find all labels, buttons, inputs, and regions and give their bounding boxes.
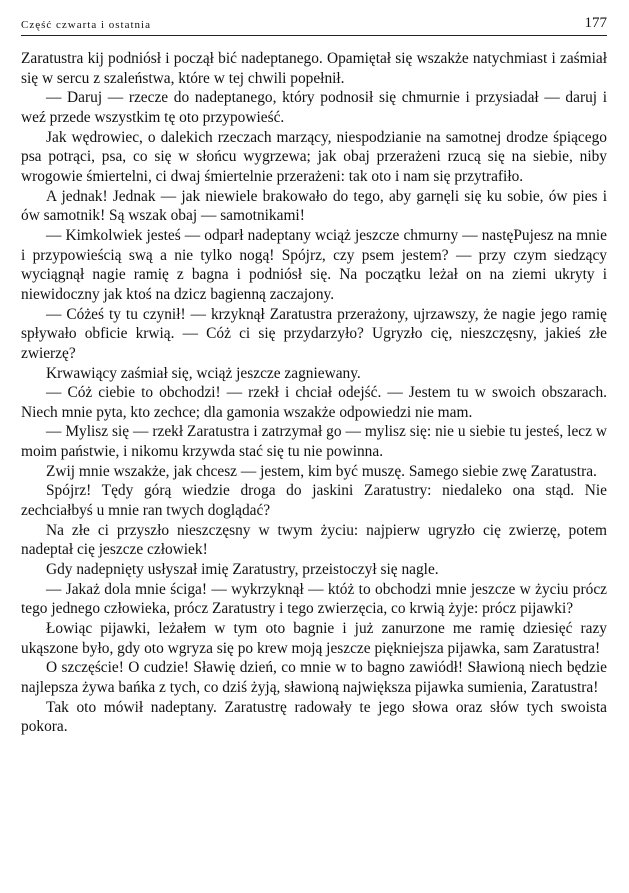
paragraph: — Daruj — rzecze do nadeptanego, który podnosił się chmurnie i przysiadał — daruj i weź przede wszystkim tę oto przypowieść.: [21, 89, 607, 126]
paragraph: — Cóżeś ty tu czynił! — krzyknął Zaratustra przerażony, ujrzawszy, że nagie jego ramię spływało obficie krwią. — Cóż ci się przydarzyło? Ugryzło cię, nieszczęsny, jakieś złe zwierzę?: [21, 305, 607, 362]
page-number: 177: [584, 15, 607, 31]
paragraph: Krwawiący zaśmiał się, wciąż jeszcze zagniewany.: [46, 364, 361, 382]
paragraph: Tak oto mówił nadeptany. Zaratustrę radowały te jego słowa oraz słów tych swoista pokora.: [21, 698, 607, 736]
paragraph: — Jakaż dola mnie ściga! — wykrzyknął — któż to obchodzi mnie jeszcze w życiu prócz tego jednego człowieka, prócz Zaratustry i tego zwierzęcia, co krwią żyje: prócz pijawki?: [21, 580, 607, 618]
paragraph: — Kimkolwiek jesteś — odparł nadeptany wciąż jeszcze chmurny — nastęPujesz na mnie i przypowieścią swą a nie tylko nogą! Spójrz, czy psem jestem? — przy czym siedzący wyciągnął nagie ramię z bagna i podniósł się. Na początku leżał on na ziemi ukryty i niewidoczny jak ktoś na dzicz bagienną zaczajony.: [21, 226, 607, 303]
paragraph: Zaratustra kij podniósł i począł bić nadeptanego. Opamiętał się wszakże natychmiast i zaśmiał się w sercu z szaleństwa, które w tej chwili popełnił.: [21, 50, 607, 87]
paragraph: Jak wędrowiec, o dalekich rzeczach marzący, niespodzianie na samotnej drodze śpiącego psa potrąci, psa, co się w słońcu wygrzewa; jak obaj przerażeni rzucą się na siebie, niby wrogowie śmiertelni, ci dwaj śmiertelnie przerażeni: tak oto i nam się przytrafiło.: [21, 128, 607, 185]
paragraph: Łowiąc pijawki, leżałem w tym oto bagnie i już zanurzone me ramię dziesięć razy ukąszone było, gdy oto wgryza się po krew moją jeszcze piękniejsza pijawka, sam Zaratustra!: [21, 620, 607, 657]
paragraph: — Cóż ciebie to obchodzi! — rzekł i chciał odejść. — Jestem tu w swoich obszarach. Niech mnie pyta, kto zechce; dla gamonia wszakże odpowiedzi nie mam.: [21, 384, 607, 421]
paragraph: A jednak! Jednak — jak niewiele brakowało do tego, aby garnęli się ku sobie, ów pies i ów samotnik! Są wszak obaj — samotnikami!: [21, 187, 607, 225]
body-text: [21, 49, 607, 737]
paragraph: O szczęście! O cudzie! Sławię dzień, co mnie w to bagno zawiódł! Sławioną niech będzie najlepsza żywa bańka z tych, co dziś żyją, sławioną największa pijawka sumienia, Zaratustra!: [21, 659, 607, 696]
paragraph: Spójrz! Tędy górą wiedzie droga do jaskini Zaratustry: niedaleko ona stąd. Nie zechciałbyś u mnie ran twych doglądać?: [21, 482, 607, 520]
paragraph: Gdy nadepnięty usłyszał imię Zaratustry, przeistoczył się nagle.: [46, 561, 439, 579]
paragraph: Zwij mnie wszakże, jak chcesz — jestem, kim być muszę. Samego siebie zwę Zaratustra.: [46, 462, 597, 480]
running-title: Część czwarta i ostatnia: [21, 19, 151, 31]
page-header: [21, 14, 607, 36]
paragraph: — Mylisz się — rzekł Zaratustra i zatrzymał go — mylisz się: nie u siebie tu jesteś, lecz w moim państwie, i nikomu krzywda stać się tu nie powinna.: [21, 423, 607, 461]
paragraph: Na złe ci przyszło nieszczęsny w twym życiu: najpierw ugryzło cię zwierzę, potem nadeptał cię jeszcze człowiek!: [21, 521, 607, 559]
